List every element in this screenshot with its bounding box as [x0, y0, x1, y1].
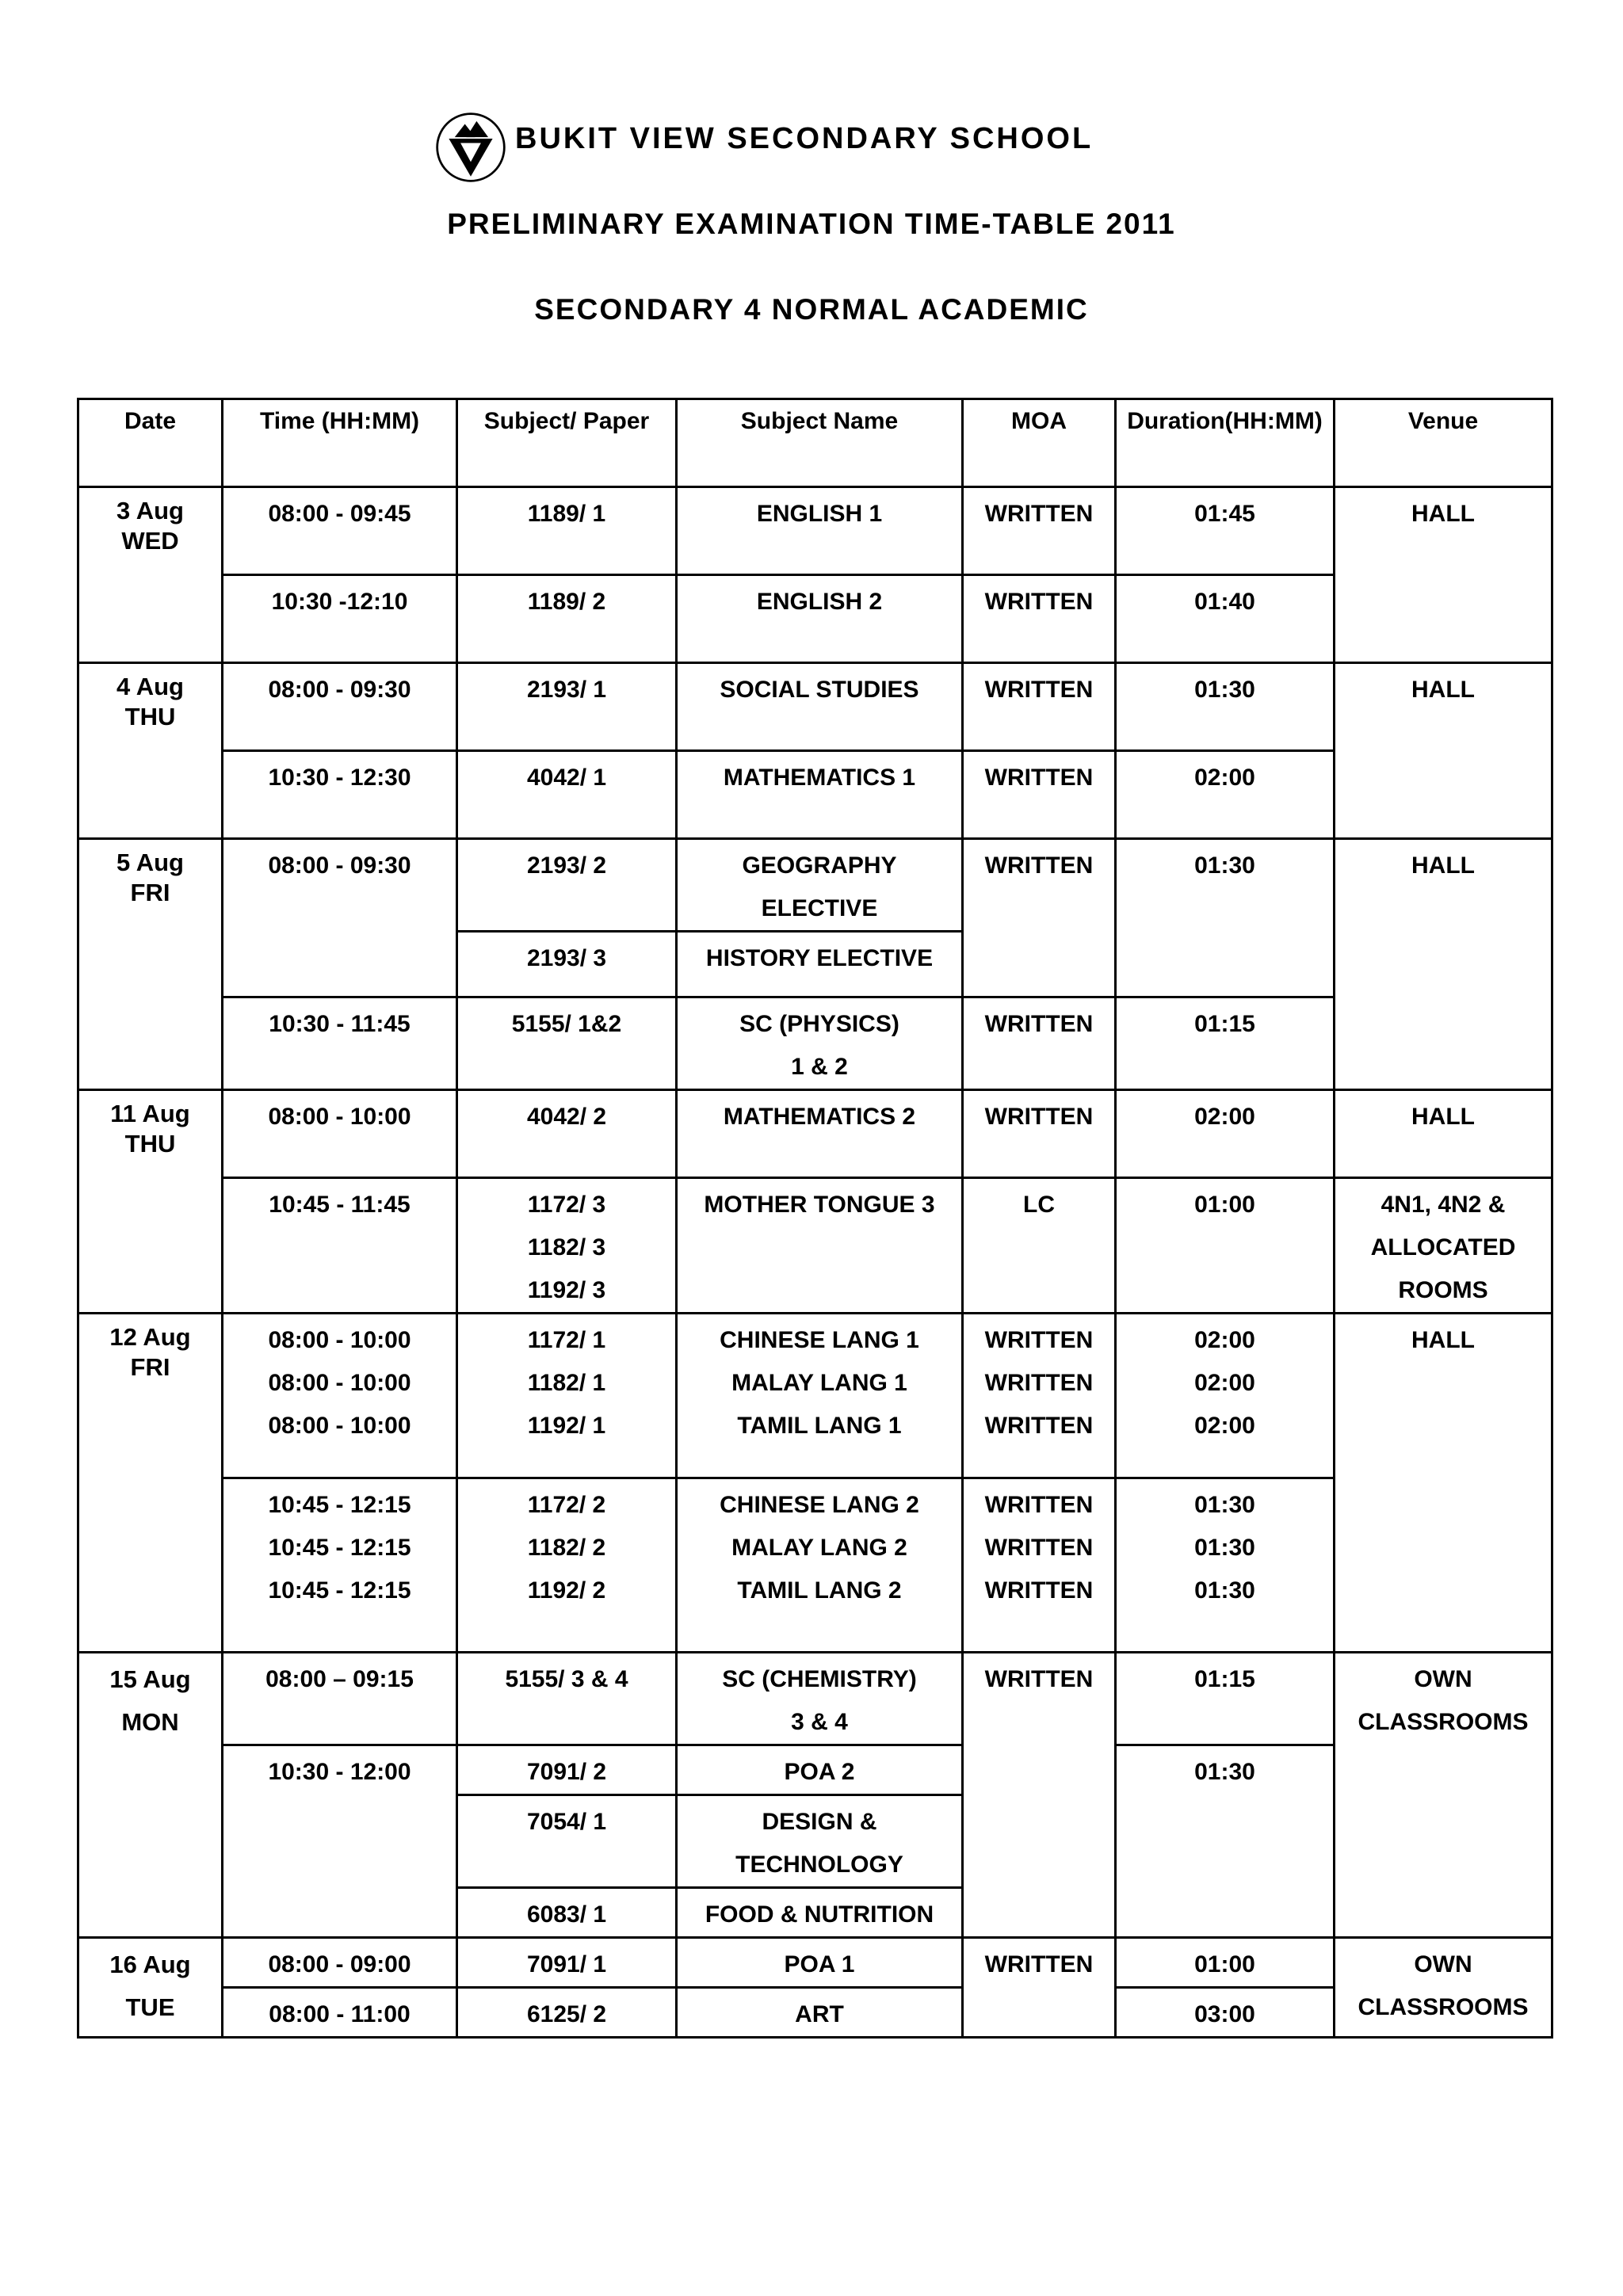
- duration-cell: 01:40: [1116, 575, 1335, 663]
- duration-cell: 01:45: [1116, 487, 1335, 575]
- subject-name-cell: CHINESE LANG 2 MALAY LANG 2 TAMIL LANG 2: [677, 1478, 963, 1653]
- col-header-subject-name: Subject Name: [677, 399, 963, 487]
- col-header-moa: MOA: [963, 399, 1116, 487]
- time-cell: 08:00 - 10:00 08:00 - 10:00 08:00 - 10:00: [223, 1314, 457, 1478]
- exam-timetable: [77, 398, 1553, 2039]
- table-row: [78, 487, 1552, 575]
- paper-cell: 6125/ 2: [457, 1988, 677, 2038]
- subject-name-cell: HISTORY ELECTIVE: [677, 932, 963, 997]
- paper-cell: 7091/ 2: [457, 1745, 677, 1795]
- table-row: [78, 839, 1552, 932]
- table-header-row: [78, 399, 1552, 487]
- table-row: [78, 997, 1552, 1090]
- date-cell: 12 Aug FRI: [78, 1314, 223, 1653]
- moa-cell: WRITTEN: [963, 487, 1116, 575]
- time-cell: 10:30 -12:10: [223, 575, 457, 663]
- paper-cell: 1189/ 2: [457, 575, 677, 663]
- duration-cell: 02:00: [1116, 1090, 1335, 1178]
- duration-cell: 01:30: [1116, 663, 1335, 751]
- moa-cell: WRITTEN WRITTEN WRITTEN: [963, 1478, 1116, 1653]
- paper-cell: 5155/ 3 & 4: [457, 1653, 677, 1745]
- subject-name-cell: ART: [677, 1988, 963, 2038]
- subject-name-cell: SOCIAL STUDIES: [677, 663, 963, 751]
- paper-cell: 1172/ 1 1182/ 1 1192/ 1: [457, 1314, 677, 1478]
- table-row: [78, 1988, 1552, 2038]
- time-cell: 10:45 - 11:45: [223, 1178, 457, 1314]
- venue-cell: HALL: [1335, 1314, 1552, 1653]
- duration-cell: 01:00: [1116, 1178, 1335, 1314]
- col-header-date: Date: [78, 399, 223, 487]
- duration-cell: 01:30: [1116, 1745, 1335, 1938]
- subject-name-cell: POA 2: [677, 1745, 963, 1795]
- school-crest-icon: [434, 111, 507, 184]
- time-cell: 10:30 - 11:45: [223, 997, 457, 1090]
- date-cell: 16 Aug TUE: [78, 1938, 223, 2038]
- table-row: [78, 575, 1552, 663]
- duration-cell: 01:30 01:30 01:30: [1116, 1478, 1335, 1653]
- time-cell: 08:00 - 10:00: [223, 1090, 457, 1178]
- date-cell: 5 Aug FRI: [78, 839, 223, 1090]
- duration-cell: 01:00: [1116, 1938, 1335, 1988]
- table-row: [78, 1745, 1552, 1795]
- subject-name-cell: MATHEMATICS 1: [677, 751, 963, 839]
- col-header-paper: Subject/ Paper: [457, 399, 677, 487]
- moa-cell: LC: [963, 1178, 1116, 1314]
- time-cell: 08:00 - 09:30: [223, 663, 457, 751]
- table-row: [78, 1314, 1552, 1478]
- table-row: [78, 751, 1552, 839]
- venue-cell: HALL: [1335, 487, 1552, 663]
- level-title: SECONDARY 4 NORMAL ACADEMIC: [534, 293, 1089, 326]
- moa-cell: WRITTEN: [963, 1938, 1116, 2038]
- time-cell: 08:00 - 09:45: [223, 487, 457, 575]
- col-header-venue: Venue: [1335, 399, 1552, 487]
- moa-cell: WRITTEN: [963, 1090, 1116, 1178]
- subject-name-cell: POA 1: [677, 1938, 963, 1988]
- subject-name-cell: SC (PHYSICS) 1 & 2: [677, 997, 963, 1090]
- time-cell: 08:00 - 11:00: [223, 1988, 457, 2038]
- duration-cell: 01:15: [1116, 1653, 1335, 1745]
- subject-name-cell: DESIGN & TECHNOLOGY: [677, 1795, 963, 1888]
- duration-cell: 01:15: [1116, 997, 1335, 1090]
- date-cell: 3 Aug WED: [78, 487, 223, 663]
- paper-cell: 2193/ 1: [457, 663, 677, 751]
- paper-cell: 7091/ 1: [457, 1938, 677, 1988]
- paper-cell: 1172/ 3 1182/ 3 1192/ 3: [457, 1178, 677, 1314]
- venue-cell: HALL: [1335, 663, 1552, 839]
- paper-cell: 4042/ 2: [457, 1090, 677, 1178]
- exam-title: PRELIMINARY EXAMINATION TIME-TABLE 2011: [447, 208, 1176, 240]
- time-cell: 08:00 - 09:00: [223, 1938, 457, 1988]
- moa-cell: WRITTEN: [963, 575, 1116, 663]
- school-name: BUKIT VIEW SECONDARY SCHOOL: [515, 122, 1094, 155]
- subject-name-cell: MOTHER TONGUE 3: [677, 1178, 963, 1314]
- paper-cell: 5155/ 1&2: [457, 997, 677, 1090]
- moa-cell: WRITTEN: [963, 997, 1116, 1090]
- paper-cell: 2193/ 3: [457, 932, 677, 997]
- date-cell: 11 Aug THU: [78, 1090, 223, 1314]
- moa-cell: WRITTEN: [963, 839, 1116, 997]
- time-cell: 10:45 - 12:15 10:45 - 12:15 10:45 - 12:15: [223, 1478, 457, 1653]
- duration-cell: 03:00: [1116, 1988, 1335, 2038]
- col-header-time: Time (HH:MM): [223, 399, 457, 487]
- venue-cell: HALL: [1335, 839, 1552, 1090]
- moa-cell: WRITTEN WRITTEN WRITTEN: [963, 1314, 1116, 1478]
- table-row: [78, 1478, 1552, 1653]
- table-row: [78, 663, 1552, 751]
- subject-name-cell: ENGLISH 1: [677, 487, 963, 575]
- date-cell: 4 Aug THU: [78, 663, 223, 839]
- subject-name-cell: CHINESE LANG 1 MALAY LANG 1 TAMIL LANG 1: [677, 1314, 963, 1478]
- paper-cell: 6083/ 1: [457, 1888, 677, 1938]
- subject-name-cell: ENGLISH 2: [677, 575, 963, 663]
- subject-name-cell: MATHEMATICS 2: [677, 1090, 963, 1178]
- venue-cell: HALL: [1335, 1090, 1552, 1178]
- paper-cell: 1172/ 2 1182/ 2 1192/ 2: [457, 1478, 677, 1653]
- moa-cell: WRITTEN: [963, 751, 1116, 839]
- duration-cell: 01:30: [1116, 839, 1335, 997]
- table-row: [78, 1090, 1552, 1178]
- moa-cell: WRITTEN: [963, 663, 1116, 751]
- subject-name-cell: GEOGRAPHY ELECTIVE: [677, 839, 963, 932]
- date-cell: 15 Aug MON: [78, 1653, 223, 1938]
- paper-cell: 4042/ 1: [457, 751, 677, 839]
- col-header-duration: Duration(HH:MM): [1116, 399, 1335, 487]
- duration-cell: 02:00: [1116, 751, 1335, 839]
- time-cell: 08:00 – 09:15: [223, 1653, 457, 1745]
- paper-cell: 7054/ 1: [457, 1795, 677, 1888]
- paper-cell: 1189/ 1: [457, 487, 677, 575]
- time-cell: 08:00 - 09:30: [223, 839, 457, 997]
- venue-cell: OWN CLASSROOMS: [1335, 1653, 1552, 1938]
- venue-cell: OWN CLASSROOMS: [1335, 1938, 1552, 2038]
- table-row: [78, 1938, 1552, 1988]
- moa-cell: WRITTEN: [963, 1653, 1116, 1938]
- venue-cell: 4N1, 4N2 & ALLOCATED ROOMS: [1335, 1178, 1552, 1314]
- school-header: [0, 111, 1623, 174]
- time-cell: 10:30 - 12:30: [223, 751, 457, 839]
- duration-cell: 02:00 02:00 02:00: [1116, 1314, 1335, 1478]
- table-row: [78, 1653, 1552, 1745]
- paper-cell: 2193/ 2: [457, 839, 677, 932]
- time-cell: 10:30 - 12:00: [223, 1745, 457, 1938]
- subject-name-cell: FOOD & NUTRITION: [677, 1888, 963, 1938]
- table-row: [78, 1178, 1552, 1314]
- subject-name-cell: SC (CHEMISTRY) 3 & 4: [677, 1653, 963, 1745]
